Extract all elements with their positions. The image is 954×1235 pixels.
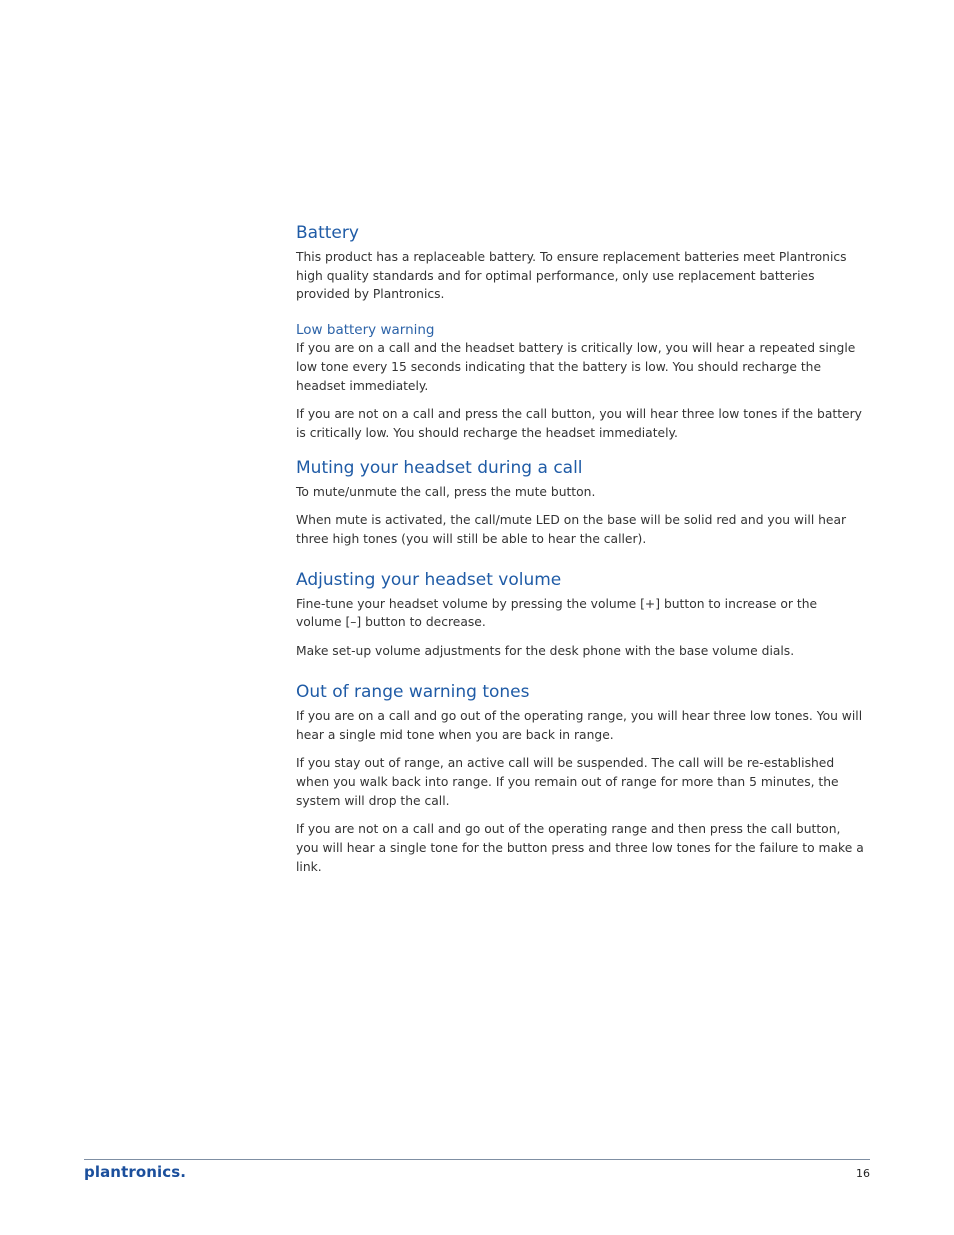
section-title-battery: Battery [296,223,359,243]
section-title-muting: Muting your headset during a call [296,457,583,478]
range-paragraph-1: If you are on a call and go out of the operating range, you will hear three low tones. You will hear a single mid tone when you are back in range. [296,708,863,742]
footer-divider [84,1159,870,1160]
subsection-title-low-battery-warning: Low battery warning [296,322,435,339]
volume-paragraph-1: Fine-tune your headset volume by pressing the volume [+] button to increase or the volume [–] button to decrease. [296,596,818,630]
range-paragraph-3: If you are not on a call and go out of the operating range and then press the call button, you will hear a single tone for the button press and three low tones for the failure to make a link. [296,822,864,874]
page-content [296,221,866,876]
muting-paragraph-1: To mute/unmute the call, press the mute button. [296,484,596,499]
section-title-out-of-range: Out of range warning tones [296,681,530,702]
low-battery-paragraph-2: If you are not on a call and press the call button, you will hear three low tones if the battery is critically low. You should recharge the headset immediately. [296,407,862,440]
volume-paragraph-2: Make set-up volume adjustments for the desk phone with the base volume dials. [296,644,795,659]
plantronics-logo: plantronics. [84,1163,187,1181]
section-title-volume: Adjusting your headset volume [296,569,562,590]
battery-paragraph: This product has a replaceable battery. To ensure replacement batteries meet Plantronics high quality standards and for optimal performance, only use replacement batteries provided by Plantronics. [296,250,847,302]
low-battery-paragraph-1: If you are on a call and the headset battery is critically low, you will hear a repeated single low tone every 15 seconds indicating that the battery is low. You should recharge the headset immediately. [296,341,856,393]
muting-paragraph-2: When mute is activated, the call/mute LED on the base will be solid red and you will hear three high tones (you will still be able to hear the caller). [296,513,847,547]
range-paragraph-2: If you stay out of range, an active call will be suspended. The call will be re-established when you walk back into range. If you remain out of range for more than 5 minutes, the system will drop the call. [296,756,839,808]
page-number: 16 [856,1167,870,1180]
